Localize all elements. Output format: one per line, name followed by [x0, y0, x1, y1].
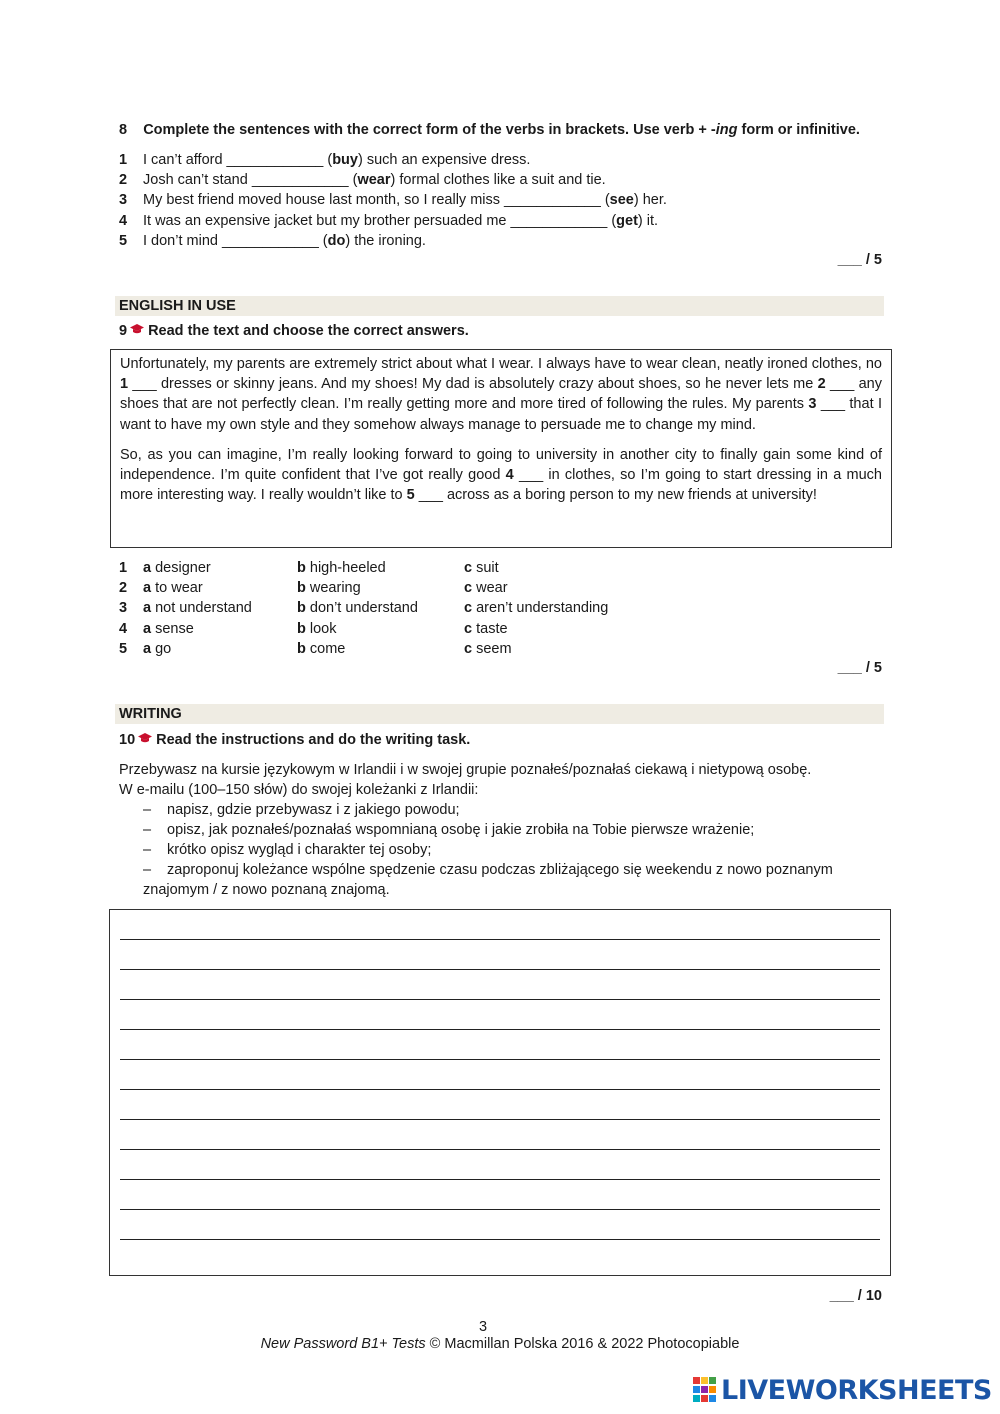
- exercise-9-heading: [119, 321, 469, 341]
- graduation-cap-icon: [130, 324, 144, 334]
- item-number: 1: [119, 560, 128, 576]
- writing-line[interactable]: [120, 1179, 880, 1180]
- bullet-text: zaproponuj koleżance wspólne spędzenie czasu podczas zbliżającego się weekendu z nowo poznanym: [167, 862, 833, 878]
- instruction-italic: ing: [715, 122, 738, 138]
- option-number: [119, 578, 127, 598]
- option-text: aren’t understanding: [476, 600, 609, 617]
- book-title: New Password B1+ Tests: [260, 1336, 426, 1352]
- reading-paragraph-2: So, as you can imagine, I’m really looking forward to going to university in another city to finally gain some kind of independence. I’m quite confident that I’ve got really good 4 ___ in clothes, so I’m going to start dressing in a much more interesting way. I really wouldn’t like to 5 ___ across as a boring person to my new friends at university!: [120, 446, 882, 504]
- section-writing: WRITING: [115, 704, 884, 724]
- option-letter: a: [143, 580, 152, 597]
- exercise-number: 8: [119, 122, 128, 138]
- option-letter: c: [464, 620, 473, 637]
- option-text: wearing: [309, 580, 361, 597]
- option-b[interactable]: [297, 619, 337, 639]
- option-number: [119, 598, 127, 618]
- writing-intro-line-1: Przebywasz na kursie językowym w Irlandii i w swojej grupie poznałeś/poznałaś ciekawą i nietypową osobę.: [119, 762, 812, 778]
- bullet-text: znajomym / z nowo poznaną znajomą.: [143, 882, 390, 898]
- option-c[interactable]: [464, 558, 499, 578]
- sentence-end: ) the ironing.: [345, 232, 426, 249]
- sentence-end: ) it.: [637, 212, 659, 229]
- option-number: [119, 619, 127, 639]
- option-b[interactable]: [297, 598, 418, 618]
- item-number: 4: [119, 620, 128, 637]
- exercise-10-heading: [119, 730, 470, 750]
- writing-line[interactable]: [120, 1059, 880, 1060]
- gap-2-number: 2: [817, 376, 826, 393]
- sentence-end: ) such an expensive dress.: [357, 152, 531, 168]
- option-a[interactable]: [143, 558, 211, 578]
- option-c[interactable]: [464, 598, 608, 618]
- bullet-text: napisz, gdzie przebywasz i z jakiego powodu;: [167, 802, 460, 818]
- exercise-number: 10: [119, 732, 136, 748]
- writing-line[interactable]: [120, 939, 880, 940]
- option-letter: c: [464, 560, 473, 576]
- bullet-dash: –: [143, 802, 152, 818]
- liveworksheets-logo-icon: [693, 1377, 717, 1403]
- option-text: seem: [476, 640, 512, 657]
- exercise-number: 9: [119, 323, 128, 339]
- verb-in-brackets: get: [616, 212, 638, 229]
- gap-4-number: 4: [505, 467, 514, 484]
- reading-text-box: [110, 349, 892, 548]
- option-b[interactable]: [297, 558, 386, 578]
- gap-5-number: 5: [406, 487, 415, 504]
- option-letter: a: [143, 640, 152, 657]
- sentence-item: [119, 170, 606, 190]
- verb-in-brackets: buy: [332, 152, 358, 168]
- bullet-text: krótko opisz wygląd i charakter tej osoby;: [167, 842, 432, 858]
- item-number: 5: [119, 232, 128, 249]
- verb-in-brackets: see: [609, 192, 634, 209]
- sentence-end: ) formal clothes like a suit and tie.: [390, 172, 606, 189]
- exercise-10-score[interactable]: ___ / 10: [829, 1288, 882, 1304]
- option-text: high-heeled: [309, 560, 386, 576]
- writing-line[interactable]: [120, 1119, 880, 1120]
- item-number: 5: [119, 640, 128, 657]
- bullet-dash: –: [143, 842, 152, 858]
- option-a[interactable]: [143, 598, 252, 618]
- option-letter: a: [143, 620, 152, 637]
- writing-intro-line-2: W e-mailu (100–150 słów) do swojej koleżanki z Irlandii:: [119, 782, 479, 798]
- option-letter: c: [464, 640, 473, 657]
- gap-1-number: 1: [120, 376, 129, 393]
- option-letter: b: [297, 600, 306, 617]
- option-text: taste: [476, 620, 508, 637]
- option-text: sense: [155, 620, 194, 637]
- verb-in-brackets: wear: [357, 172, 391, 189]
- item-number: 2: [119, 580, 128, 597]
- gap-3-number: 3: [808, 396, 817, 413]
- option-letter: b: [297, 640, 306, 657]
- sentence-start: Josh can’t stand ____________ (: [143, 172, 358, 189]
- sentence-start: I don’t mind ____________ (: [143, 232, 328, 249]
- option-text: look: [309, 620, 337, 637]
- sentence-item: [119, 150, 530, 170]
- option-letter: c: [464, 600, 473, 617]
- item-number: 1: [119, 152, 128, 168]
- writing-answer-box[interactable]: [109, 909, 891, 1276]
- section-english-in-use: ENGLISH IN USE: [115, 296, 884, 316]
- option-letter: a: [143, 600, 152, 617]
- option-c[interactable]: [464, 639, 512, 659]
- option-letter: b: [297, 620, 306, 637]
- option-b[interactable]: [297, 639, 345, 659]
- writing-line[interactable]: [120, 1209, 880, 1210]
- writing-line[interactable]: [120, 999, 880, 1000]
- option-a[interactable]: [143, 639, 171, 659]
- item-number: 3: [119, 192, 128, 209]
- item-number: 4: [119, 212, 128, 229]
- sentence-start: My best friend moved house last month, so I really miss ____________ (: [143, 192, 610, 209]
- sentence-item: [119, 211, 658, 231]
- option-a[interactable]: [143, 578, 203, 598]
- option-letter: b: [297, 560, 306, 576]
- writing-line[interactable]: [120, 1089, 880, 1090]
- bullet-dash: –: [143, 862, 152, 878]
- item-number: 3: [119, 600, 128, 617]
- option-letter: a: [143, 560, 152, 576]
- option-b[interactable]: [297, 578, 361, 598]
- item-number: 2: [119, 172, 128, 189]
- instruction-text: Read the instructions and do the writing task.: [156, 732, 471, 748]
- option-text: go: [155, 640, 172, 657]
- verb-in-brackets: do: [327, 232, 346, 249]
- writing-line[interactable]: [120, 969, 880, 970]
- sentence-start: I can’t afford ____________ (: [143, 152, 333, 168]
- exercise-9-score[interactable]: ___ / 5: [837, 660, 882, 676]
- page-number: 3: [478, 1319, 488, 1335]
- exercise-8-score[interactable]: ___ / 5: [837, 252, 882, 268]
- option-text: not understand: [155, 600, 252, 617]
- option-text: wear: [476, 580, 508, 597]
- graduation-cap-icon: [138, 733, 152, 743]
- option-number: [119, 558, 127, 578]
- copyright-footer: [0, 1336, 1000, 1352]
- option-c[interactable]: [464, 578, 508, 598]
- sentence-start: It was an expensive jacket but my brother persuaded me ____________ (: [143, 212, 617, 229]
- writing-line[interactable]: [120, 1029, 880, 1030]
- liveworksheets-wordmark: LIVEWORKSHEETS: [721, 1374, 992, 1406]
- option-text: don’t understand: [309, 600, 418, 617]
- reading-paragraph-1: Unfortunately, my parents are extremely strict about what I wear. I always have to wear clean, neatly ironed clothes, no 1 ___ dresses or skinny jeans. And my shoes! My dad is absolutely crazy about shoes, so he never lets me 2 ___ any shoes that are not perfectly clean. I’m really getting more and more tired of following the rules. My parents 3 ___ that I want to have my own style and they somehow always manage to persuade me to change my mind.: [120, 356, 882, 433]
- option-number: [119, 639, 127, 659]
- exercise-8-heading: [119, 120, 860, 140]
- instruction-text: Read the text and choose the correct answers.: [148, 323, 469, 339]
- writing-line[interactable]: [120, 1149, 880, 1150]
- instruction-text: Complete the sentences with the correct form of the verbs in brackets. Use verb + -: [143, 122, 716, 138]
- option-text: to wear: [155, 580, 203, 597]
- option-a[interactable]: [143, 619, 194, 639]
- sentence-end: ) her.: [633, 192, 667, 209]
- writing-line[interactable]: [120, 1239, 880, 1240]
- bullet-dash: –: [143, 822, 152, 838]
- option-c[interactable]: [464, 619, 508, 639]
- bullet-text: opisz, jak poznałeś/poznałaś wspomnianą osobę i jakie zrobiła na Tobie pierwsze wrażenie;: [167, 822, 755, 838]
- sentence-item: [119, 190, 667, 210]
- instruction-text-end: form or infinitive.: [737, 122, 860, 138]
- option-text: suit: [476, 560, 499, 576]
- option-letter: b: [297, 580, 306, 597]
- option-letter: c: [464, 580, 473, 597]
- option-text: come: [309, 640, 346, 657]
- liveworksheets-brand[interactable]: [693, 1374, 992, 1406]
- copyright-text: © Macmillan Polska 2016 & 2022 Photocopiable: [425, 1336, 740, 1352]
- option-text: designer: [155, 560, 211, 576]
- sentence-item: [119, 231, 426, 251]
